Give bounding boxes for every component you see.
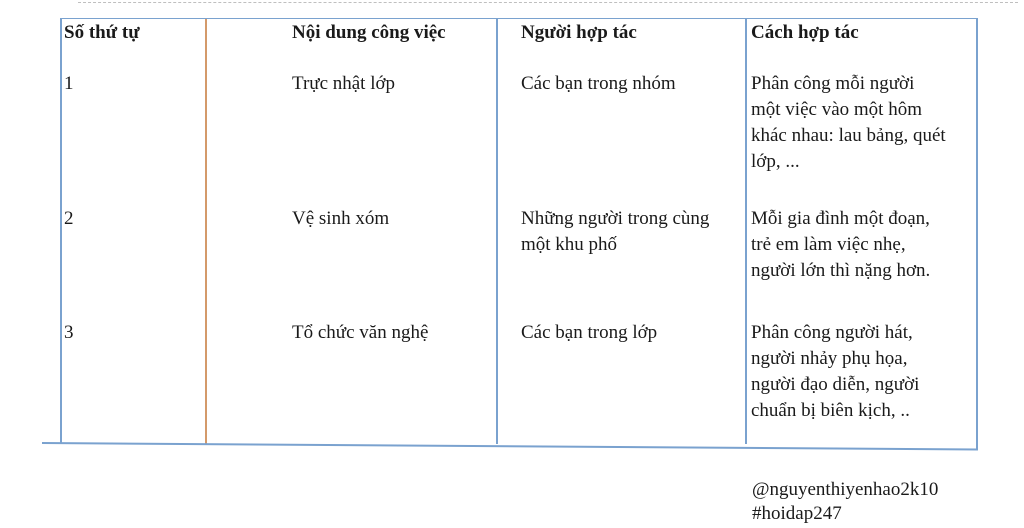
row-method-line: Phân công mỗi người: [751, 73, 915, 94]
table-top-border: [60, 18, 978, 19]
row-method-line: người đạo diễn, người: [751, 374, 920, 395]
row-content: Trực nhật lớp: [292, 73, 396, 94]
column-divider-3: [745, 18, 747, 444]
row-content: Vệ sinh xóm: [292, 208, 390, 229]
table-bottom-border: [42, 442, 978, 451]
row-method-line: chuẩn bị biên kịch, ..: [751, 400, 910, 421]
header-stt: Số thứ tự: [64, 22, 140, 43]
table-right-border: [976, 18, 978, 450]
header-content: Nội dung công việc: [292, 22, 446, 43]
row-method-line: Mỗi gia đình một đoạn,: [751, 208, 930, 229]
row-partners-line: Những người trong cùng: [521, 208, 710, 229]
top-dashed-border: [78, 2, 1018, 3]
column-divider-2: [496, 18, 498, 444]
row-method-line: Phân công người hát,: [751, 322, 913, 343]
row-method-line: khác nhau: lau bảng, quét: [751, 125, 946, 146]
row-partners-line: Các bạn trong nhóm: [521, 73, 676, 94]
row-stt: 2: [64, 208, 74, 229]
header-method: Cách hợp tác: [751, 22, 859, 43]
author-handle: @nguyenthiyenhao2k10: [752, 479, 939, 500]
row-method-line: người lớn thì nặng hơn.: [751, 260, 931, 281]
hashtag: #hoidap247: [752, 503, 842, 524]
row-method-line: trẻ em làm việc nhẹ,: [751, 234, 906, 255]
row-stt: 3: [64, 322, 74, 343]
table-left-border: [60, 18, 62, 444]
column-divider-1: [205, 18, 207, 444]
row-method-line: lớp, ...: [751, 151, 800, 172]
row-stt: 1: [64, 73, 74, 94]
header-partners: Người hợp tác: [521, 22, 637, 43]
row-content: Tổ chức văn nghệ: [292, 322, 429, 343]
row-method-line: người nhảy phụ họa,: [751, 348, 908, 369]
row-partners-line: Các bạn trong lớp: [521, 322, 658, 343]
row-method-line: một việc vào một hôm: [751, 99, 922, 120]
row-partners-line: một khu phố: [521, 234, 618, 255]
